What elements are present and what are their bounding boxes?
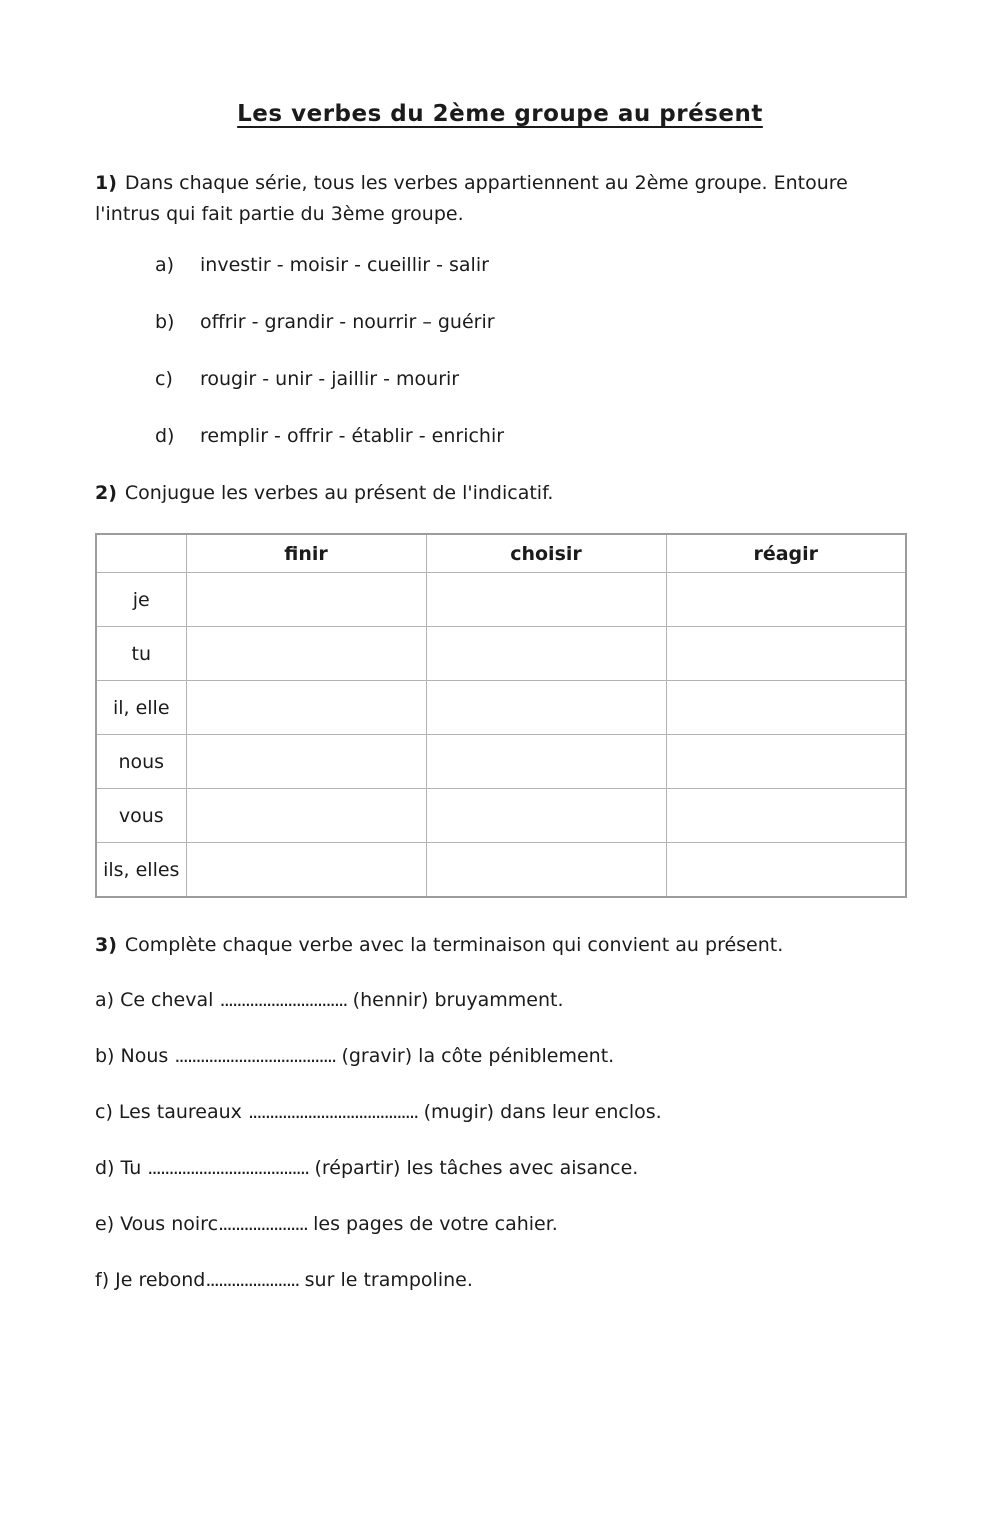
exercise1-number: 1) [95, 172, 117, 194]
answer-cell [666, 681, 906, 735]
fill-item-after: sur le trampoline. [298, 1269, 473, 1291]
series-item-d [155, 423, 905, 449]
fill-item-f [95, 1267, 905, 1293]
fill-item-before: Je rebond [115, 1269, 206, 1291]
pronoun-cell: vous [96, 789, 186, 843]
exercise3-number: 3) [95, 934, 117, 956]
fill-item-letter: e) [95, 1213, 115, 1235]
fill-item-after: les pages de votre cahier. [307, 1213, 558, 1235]
pronoun-cell: ils, elles [96, 843, 186, 898]
table-row [96, 735, 906, 789]
answer-cell [666, 735, 906, 789]
fill-item-before: Ce cheval [120, 989, 220, 1011]
exercise1-series-list [155, 252, 905, 449]
fill-item-after: (gravir) la côte péniblement. [335, 1045, 615, 1067]
exercise2-instruction-text: Conjugue les verbes au présent de l'indicatif. [124, 482, 554, 504]
series-item-letter: c) [155, 368, 173, 390]
table-row [96, 789, 906, 843]
table-row [96, 573, 906, 627]
series-item-verbs: offrir - grandir - nourrir – guérir [200, 311, 495, 333]
fill-item-e [95, 1211, 905, 1237]
exercise2-instruction [95, 480, 905, 506]
fill-item-letter: c) [95, 1101, 113, 1123]
header-cell-reagir: réagir [666, 534, 906, 573]
table-row [96, 843, 906, 898]
pronoun-cell: tu [96, 627, 186, 681]
answer-cell [666, 843, 906, 898]
series-item-verbs: remplir - offrir - établir - enrichir [200, 425, 505, 447]
table-row [96, 627, 906, 681]
fill-item-letter: d) [95, 1157, 115, 1179]
answer-cell [426, 627, 666, 681]
fill-item-letter: f) [95, 1269, 110, 1291]
pronoun-cell: nous [96, 735, 186, 789]
fill-item-letter: a) [95, 989, 115, 1011]
fill-item-d [95, 1155, 905, 1181]
header-cell-finir: finir [186, 534, 426, 573]
series-item-letter: b) [155, 311, 175, 333]
answer-cell [666, 789, 906, 843]
fill-item-after: (répartir) les tâches avec aisance. [308, 1157, 639, 1179]
fill-item-c [95, 1099, 905, 1125]
exercise3-items [95, 987, 905, 1293]
fill-item-a [95, 987, 905, 1013]
table-header-row [96, 534, 906, 573]
answer-cell [186, 681, 426, 735]
answer-cell [426, 573, 666, 627]
exercise3-instruction [95, 932, 905, 958]
exercise2-number: 2) [95, 482, 117, 504]
fill-item-blank: ........................................ [247, 1101, 418, 1123]
exercise3-instruction-text: Complète chaque verbe avec la terminaison qui convient au présent. [124, 934, 784, 956]
fill-item-blank: .............................. [219, 989, 347, 1011]
series-item-verbs: investir - moisir - cueillir - salir [200, 254, 489, 276]
answer-cell [426, 735, 666, 789]
fill-item-after: (hennir) bruyamment. [346, 989, 564, 1011]
fill-item-blank: ...................................... [147, 1157, 309, 1179]
answer-cell [186, 843, 426, 898]
pronoun-cell: il, elle [96, 681, 186, 735]
answer-cell [186, 735, 426, 789]
series-item-verbs: rougir - unir - jaillir - mourir [200, 368, 460, 390]
pronoun-cell: je [96, 573, 186, 627]
worksheet-page [0, 100, 1000, 1293]
conjugation-table [95, 533, 907, 898]
series-item-letter: d) [155, 425, 175, 447]
series-item-b [155, 309, 905, 335]
answer-cell [666, 573, 906, 627]
answer-cell [186, 627, 426, 681]
fill-item-blank: ...................... [205, 1269, 299, 1291]
answer-cell [666, 627, 906, 681]
series-item-letter: a) [155, 254, 175, 276]
answer-cell [426, 789, 666, 843]
fill-item-before: Les taureaux [118, 1101, 248, 1123]
exercise1-instruction [95, 168, 905, 230]
fill-item-blank: ...................................... [174, 1045, 336, 1067]
fill-item-after: (mugir) dans leur enclos. [417, 1101, 662, 1123]
answer-cell [186, 789, 426, 843]
page-title: Les verbes du 2ème groupe au présent [237, 101, 763, 127]
answer-cell [426, 681, 666, 735]
fill-item-before: Vous noirc [120, 1213, 219, 1235]
table-row [96, 681, 906, 735]
series-item-a [155, 252, 905, 278]
fill-item-before: Nous [120, 1045, 175, 1067]
fill-item-blank: ..................... [218, 1213, 308, 1235]
answer-cell [186, 573, 426, 627]
fill-item-letter: b) [95, 1045, 115, 1067]
fill-item-before: Tu [120, 1157, 148, 1179]
header-cell-empty [96, 534, 186, 573]
series-item-c [155, 366, 905, 392]
answer-cell [426, 843, 666, 898]
header-cell-choisir: choisir [426, 534, 666, 573]
fill-item-b [95, 1043, 905, 1069]
exercise1-instruction-text: Dans chaque série, tous les verbes appartiennent au 2ème groupe. Entoure l'intrus qui fait partie du 3ème groupe. [95, 172, 848, 225]
